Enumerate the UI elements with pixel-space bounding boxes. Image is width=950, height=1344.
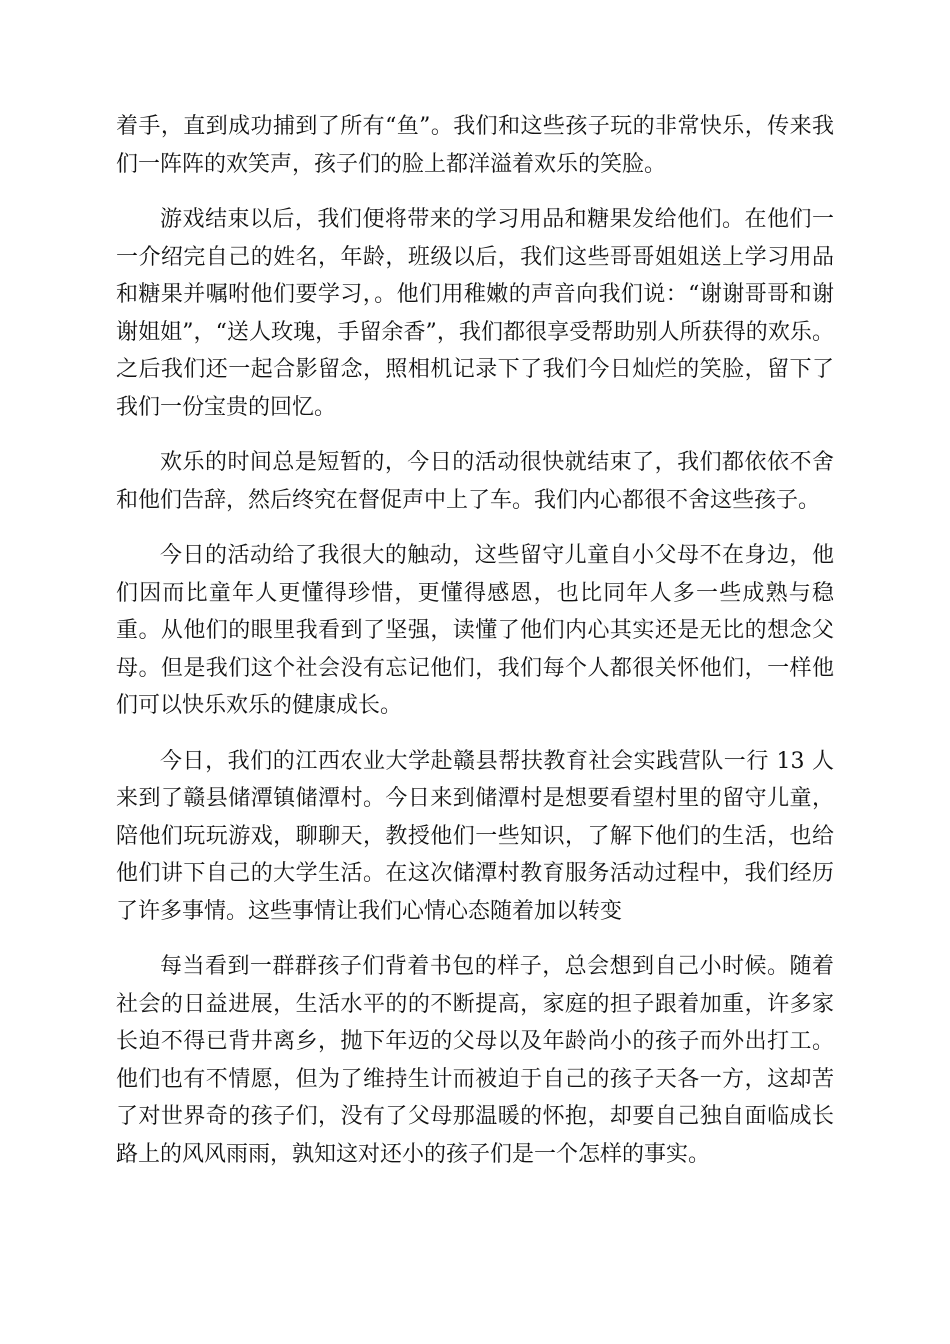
paragraph-continuation: 着手，直到成功捕到了所有“鱼”。我们和这些孩子玩的非常快乐，传来我们一阵阵的欢笑声，孩子们的脸上都洋溢着欢乐的笑脸。 [116, 114, 834, 177]
paragraph-left-behind-children: 每当看到一群群孩子们背着书包的样子，总会想到自己小时候。随着社会的日益进展，生活水平的的不断提高，家庭的担子跟着加重，许多家长迫不得已背井离乡，抛下年迈的父母以及年龄尚小的孩子而外出打工。他们也有不情愿，但为了维持生计而被迫于自己的孩子天各一方，这却苦了对世界奇的孩子们，没有了父母那温暖的怀抱，却要自己独自面临成长路上的风风雨雨，孰知这对还小的孩子们是一个怎样的事实。 [116, 954, 834, 1167]
paragraph-reflection: 今日的活动给了我很大的触动，这些留守儿童自小父母不在身边，他们因而比童年人更懂得珍惜，更懂得感恩，也比同年人多一些成熟与稳重。从他们的眼里我看到了坚强，读懂了他们内心其实还是无比的想念父母。但是我们这个社会没有忘记他们，我们每个人都很关怀他们，一样他们可以快乐欢乐的健康成长。 [116, 543, 834, 718]
paragraph-visit-intro: 今日，我们的江西农业大学赴赣县帮扶教育社会实践营队一行 13 人来到了赣县储潭镇储潭村。今日来到储潭村是想要看望村里的留守儿童，陪他们玩玩游戏，聊聊天，教授他们一些知识，了解下他们的生活，也给他们讲下自己的大学生活。在这次储潭村教育服务活动过程中，我们经历了许多事情。这些事情让我们心情心态随着加以转变 [116, 748, 834, 924]
paragraph-games-gifts: 游戏结束以后，我们便将带来的学习用品和糖果发给他们。在他们一一介绍完自己的姓名，年龄，班级以后，我们这些哥哥姐姐送上学习用品和糖果并嘱咐他们要学习，。他们用稚嫩的声音向我们说：“谢谢哥哥和谢谢姐姐”，“送人玫瑰，手留余香”，我们都很享受帮助别人所获得的欢乐。之后我们还一起合影留念，照相机记录下了我们今日灿烂的笑脸，留下了我们一份宝贵的回忆。 [116, 207, 834, 420]
paragraph-farewell: 欢乐的时间总是短暂的，今日的活动很快就结束了，我们都依依不舍和他们告辞，然后终究在督促声中上了车。我们内心都很不舍这些孩子。 [116, 450, 834, 513]
document-page [116, 108, 834, 1191]
